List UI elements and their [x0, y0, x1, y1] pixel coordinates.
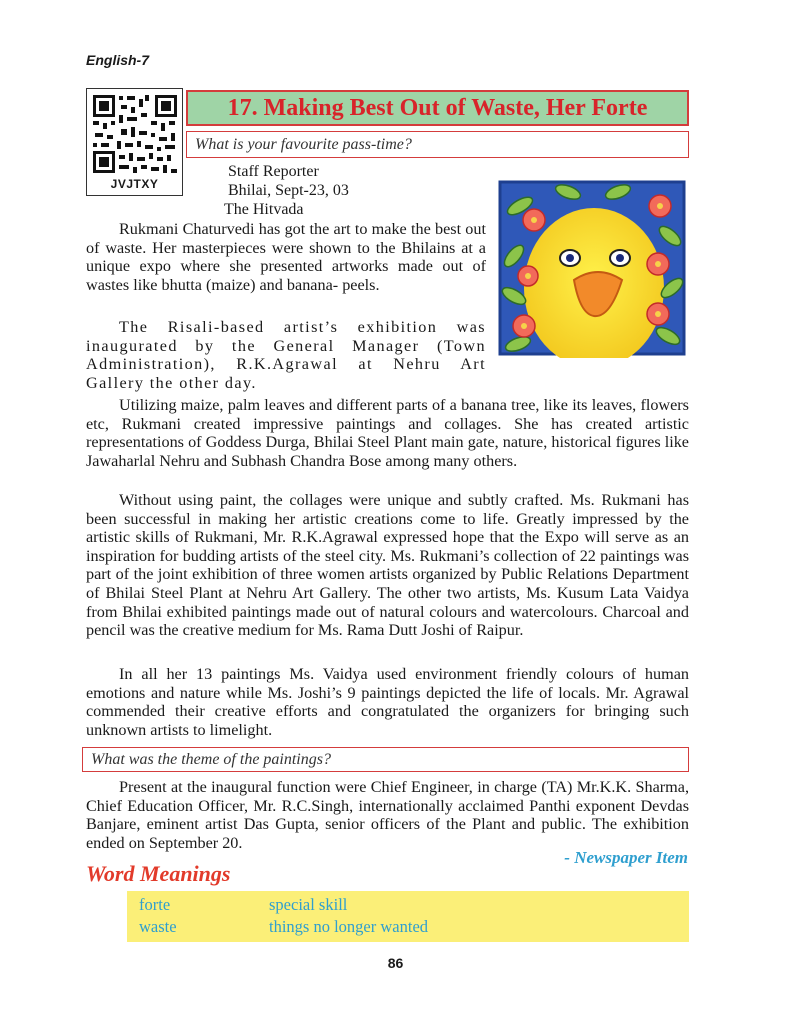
duck-painting-illustration: [498, 176, 688, 358]
question-box-theme: What was the theme of the paintings?: [82, 747, 689, 772]
duck-painting-icon: [498, 176, 688, 358]
qr-code-block[interactable]: [86, 88, 183, 196]
qr-code-icon: [91, 93, 179, 175]
word-meanings-box: [127, 891, 689, 942]
meaning: things no longer wanted: [269, 917, 429, 936]
page-number: 86: [387, 955, 404, 971]
paragraph-4: Without using paint, the collages were unique and subtly crafted. Ms. Rukmani has been successful in making her artistic creations come to life. Greatly impressed by the artistic skills of Rukmani, Mr. R.K.Agrawal expressed hope that the Expo will serve as an inspiration for budding artists of the steel city. Ms. Rukmani’s collection of 22 paintings was part of the joint exhibition of three women artists organized by Public Relations Department of Bhilai Steel Plant at Nehru Art Gallery. The other two artists, Ms. Kusum Lata Vaidya from Bhilai exhibited paintings made out of natural colours and watercolours. Charcoal and pencil was the creative medium for Ms. Rama Dutt Joshi of Raipur.: [86, 491, 689, 640]
byline-place-date: Bhilai, Sept-23, 03: [228, 182, 349, 199]
word: waste: [139, 917, 177, 936]
word: forte: [139, 895, 171, 914]
qr-code-label: JVJTXY: [110, 177, 159, 191]
lesson-title: 17. Making Best Out of Waste, Her Forte: [227, 94, 648, 121]
byline: [224, 162, 349, 219]
paragraph-5: In all her 13 paintings Ms. Vaidya used environment friendly colours of human emotions and nature while Ms. Joshi’s 9 paintings depicted the life of locals. Mr. Agrawal commended their creative efforts and congratulated the organizers for bringing such unknown artists to limelight.: [86, 665, 689, 739]
paragraph-2: The Risali-based artist’s exhibition was inaugurated by the General Manager (Town Administration), R.K.Agrawal at Nehru Art Gallery the other day.: [86, 318, 486, 392]
word-meanings-heading: Word Meanings: [86, 861, 231, 886]
question-box-pastime: What is your favourite pass-time?: [186, 131, 689, 158]
word-meaning-row: [139, 894, 689, 916]
lesson-title-bar: [186, 90, 689, 126]
paragraph-3: Utilizing maize, palm leaves and different parts of a banana tree, like its leaves, flowers etc, Rukmani created impressive paintings and collages. She has created artistic representations of Goddess Durga, Bhilai Steel Plant main gate, nature, historical figures like Jawaharlal Nehru and Subhash Chandra Bose among many others.: [86, 396, 689, 470]
meaning: special skill: [269, 895, 348, 914]
byline-paper: The Hitvada: [224, 201, 304, 218]
running-head: English-7: [86, 52, 150, 68]
byline-reporter: Staff Reporter: [228, 163, 319, 180]
source-credit: - Newspaper Item: [564, 848, 688, 867]
word-meaning-row: [139, 916, 689, 938]
paragraph-6: Present at the inaugural function were Chief Engineer, in charge (TA) Mr.K.K. Sharma, Chief Education Officer, Mr. R.C.Singh, internationally acclaimed Panthi exponent Devdas Banjare, eminent artist Das Gupta, senior officers of the Plant and public. The exhibition ended on September 20.: [86, 778, 689, 852]
paragraph-1: Rukmani Chaturvedi has got the art to make the best out of waste. Her masterpieces were shown to the Bhilains at a unique expo where she presented artworks made out of wastes like bhutta (maize) and banana- peels.: [86, 220, 486, 294]
